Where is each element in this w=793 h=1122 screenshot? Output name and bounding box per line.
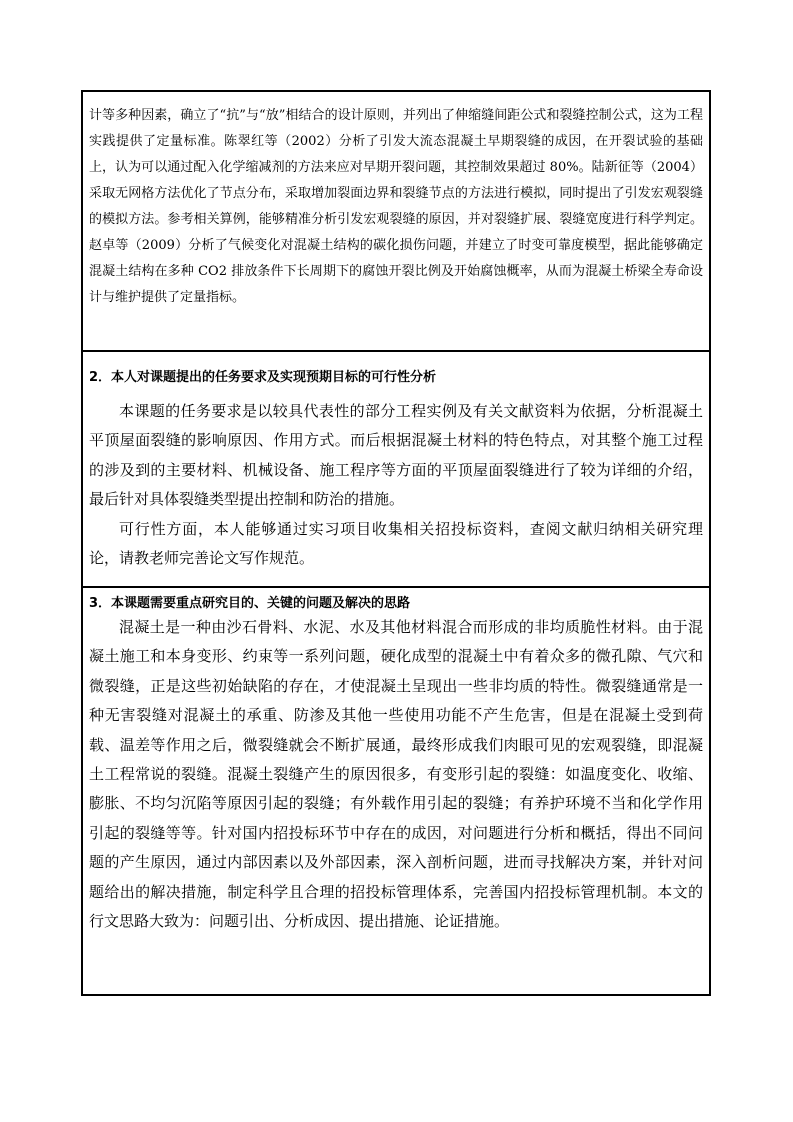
report-table	[81, 90, 711, 996]
literature-review-cell	[83, 92, 709, 352]
research-focus-paragraph: 混凝土是一种由沙石骨料、水泥、水及其他材料混合而形成的非均质脆性材料。由于混凝土施工和本身变形、约束等一系列问题，硬化成型的混凝土中有着众多的微孔隙、气穴和微裂缝，正是这些初始缺陷的存在，才使混凝土呈现出一些非均质的特性。微裂缝通常是一种无害裂缝对混凝土的承重、防渗及其他一些使用功能不产生危害，但是在混凝土受到荷载、温差等作用之后，微裂缝就会不断扩展通，最终形成我们肉眼可见的宏观裂缝，即混凝土工程常说的裂缝。混凝土裂缝产生的原因很多，有变形引起的裂缝：如温度变化、收缩、膨胀、不均匀沉陷等原因引起的裂缝；有外载作用引起的裂缝；有养护环境不当和化学作用引起的裂缝等等。针对国内招投标环节中存在的成因，对问题进行分析和概括，得出不同问题的产生原因，通过内部因素以及外部因素，深入剖析问题，进而寻找解决方案，并针对问题给出的解决措施，制定科学且合理的招投标管理体系，完善国内招投标管理机制。本文的行文思路大致为：问题引出、分析成因、提出措施、论证措施。	[89, 618, 703, 931]
literature-review-text: 计等多种因素，确立了“抗”与“放”相结合的设计原则，并列出了伸缩缝间距公式和裂缝控制公式，这为工程实践提供了定量标准。陈翠红等（2002）分析了引发大流态混凝土早期裂缝的成因，在开裂试验的基础上，认为可以通过配入化学缩减剂的方法来应对早期开裂问题，其控制效果超过 80%。陆新征等（2004）采取无网格方法优化了节点分布，采取增加裂面边界和裂缝节点的方法进行模拟，同时提出了引发宏观裂缝的模拟方法。参考相关算例，能够精准分析引发宏观裂缝的原因，并对裂缝扩展、裂缝宽度进行科学判定。赵卓等（2009）分析了气候变化对混凝土结构的碳化损伤问题，并建立了时变可靠度模型，据此能够确定混凝土结构在多种 CO2 排放条件下长周期下的腐蚀开裂比例及开始腐蚀概率，从而为混凝土桥梁全寿命设计与维护提供了定量指标。	[89, 108, 703, 305]
feasibility-heading: 2．本人对课题提出的任务要求及实现预期目标的可行性分析	[89, 370, 437, 385]
feasibility-cell	[83, 350, 709, 588]
feasibility-paragraph: 本课题的任务要求是以较具代表性的部分工程实例及有关文献资料为依据，分析混凝土平顶屋面裂缝的影响原因、作用方式。而后根据混凝土材料的特色特点，对其整个施工过程的涉及到的主要材料、机械设备、施工程序等方面的平顶屋面裂缝进行了较为详细的介绍，最后针对具体裂缝类型提出控制和防治的措施。	[89, 402, 703, 509]
research-focus-heading: 3．本课题需要重点研究目的、关键的问题及解决的思路	[89, 596, 411, 611]
research-focus-cell	[83, 586, 709, 994]
feasibility-paragraph: 可行性方面，本人能够通过实习项目收集相关招投标资料，查阅文献归纳相关研究理论，请教老师完善论文写作规范。	[89, 519, 703, 568]
